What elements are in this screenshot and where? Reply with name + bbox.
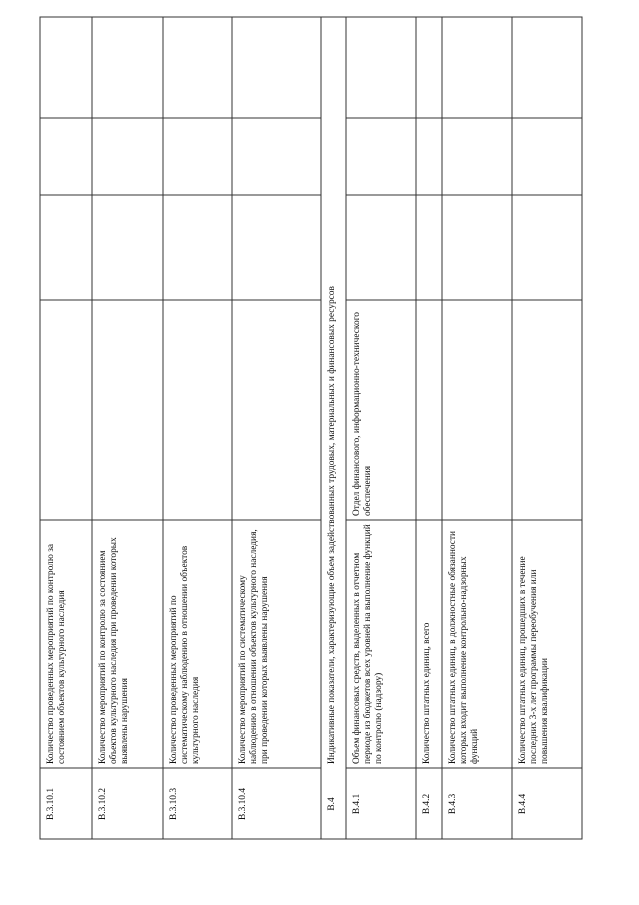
cell-indicator-name: Количество мероприятий по контролю за состоянием объектов культурного наследия при проведении которых выявлены нарушения — [98, 537, 130, 764]
cell-code: В.4.1 — [352, 793, 362, 815]
cell-code: В.4.3 — [448, 793, 458, 815]
section-title: Индикативные показатели, характеризующие объем задействованных трудовых, материальных и финансовых ресурсов — [327, 286, 337, 764]
cell-indicator-name: Количество проведенных мероприятий по систематическому наблюдению в отношении объектов культурного наследия — [169, 545, 201, 764]
cell-indicator-name: Объем финансовых средств, выделенных в отчетном периоде из бюджетов всех уровней на выполнение функций по контролю (надзору) — [352, 524, 384, 764]
section-code: В.4 — [327, 797, 337, 811]
cell-indicator-name: Количество штатных единиц, прошедших в течение последних 3-х лет программы переобучения или повышения квалификации — [518, 556, 550, 764]
cell-indicator-name: Количество мероприятий по систематическому наблюдению в отношении объектов культурного наследия, при проведении которых выявлены нарушения — [238, 529, 270, 764]
cell-responsible: Отдел финансового, информационно-технического обеспечения — [352, 312, 373, 516]
cell-indicator-name: Количество проведенных мероприятий по контролю за состоянием объектов культурного наследия — [46, 543, 67, 764]
cell-code: В.3.10.4 — [238, 787, 248, 821]
cell-code: В.4.4 — [518, 793, 528, 815]
cell-code: В.3.10.1 — [46, 787, 56, 821]
cell-indicator-name: Количество штатных единиц, в должностные обязанности которых входит выполнение контрольно-надзорных функций — [448, 530, 480, 764]
cell-code: В.4.2 — [422, 793, 432, 815]
cell-code: В.3.10.3 — [169, 787, 179, 821]
cell-code: В.3.10.2 — [98, 787, 108, 821]
cell-indicator-name: Количество штатных единиц, всего — [422, 622, 432, 764]
